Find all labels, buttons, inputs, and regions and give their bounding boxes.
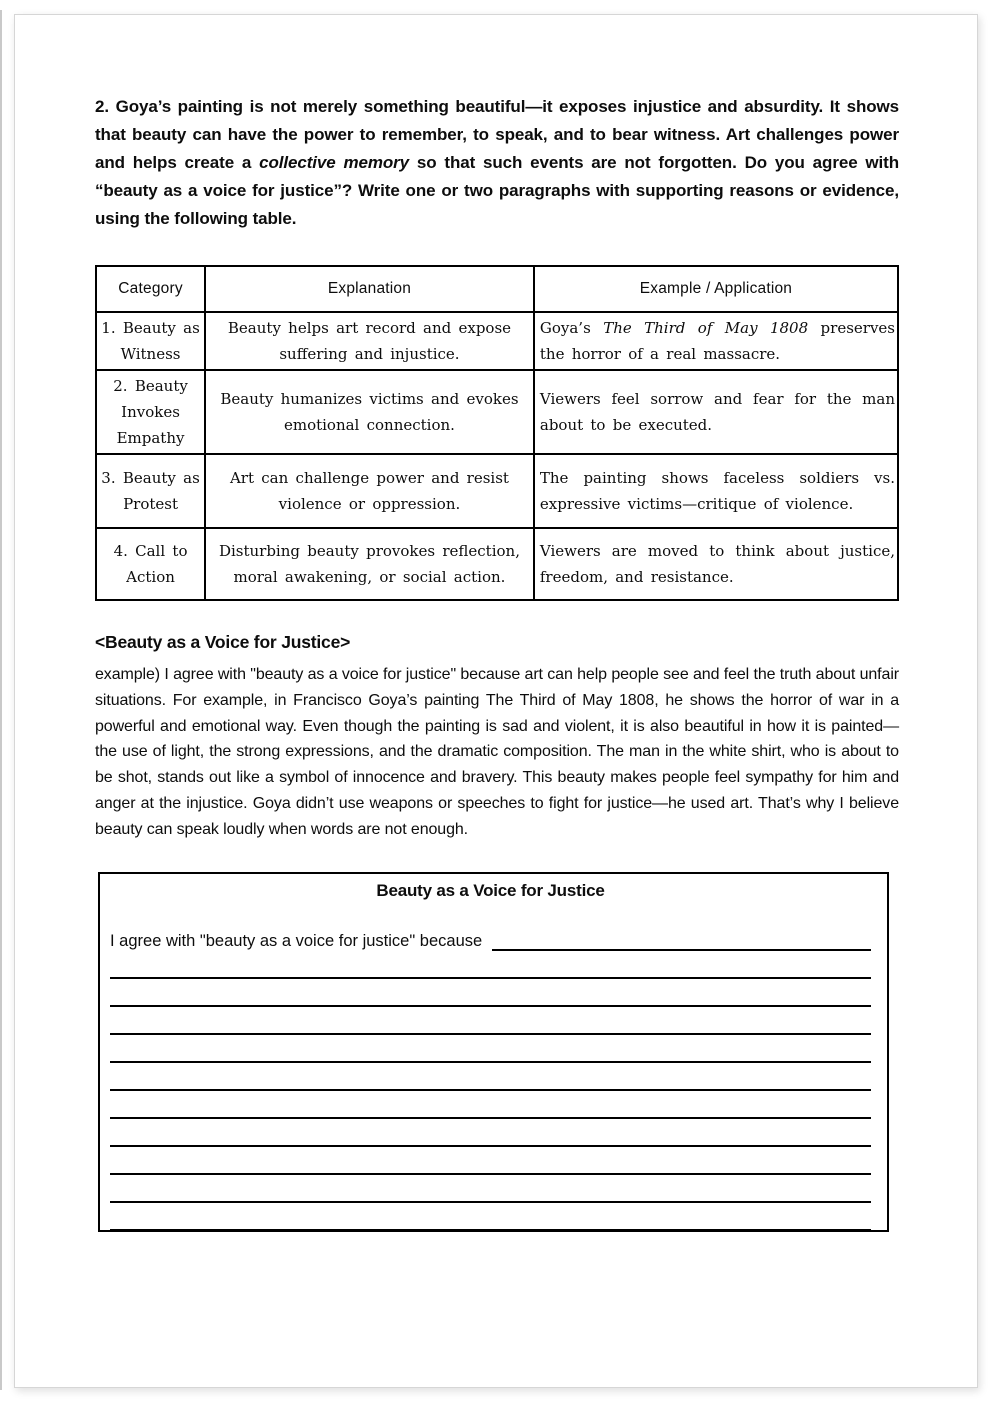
ruled-lines-area [110, 951, 871, 1231]
screen-edge-divider [0, 10, 2, 1390]
intro-paragraph [95, 93, 899, 233]
ruled-line [110, 1091, 871, 1119]
ruled-line [110, 1007, 871, 1035]
explanation-cell: Beauty helps art record and expose suffering and injustice. [205, 312, 534, 370]
table-header-example-application: Example / Application [534, 266, 898, 312]
table-header-explanation: Explanation [205, 266, 534, 312]
table-row [96, 528, 898, 600]
example-paragraph: example) I agree with "beauty as a voice for justice" because art can help people see and feel the truth about unfair situations. For example, in Francisco Goya’s painting The Third of May 1808, he shows the horror of war in a powerful and emotional way. Even though the painting is sad and violent, it is also beautiful in how it is painted—the use of light, the strong expressions, and the dramatic composition. The man in the white shirt, who is about to be shot, stands out like a symbol of innocence and bravery. This beauty makes people feel sympathy for him and anger at the injustice. Goya didn’t use weapons or speeches to fight for justice—he used art. That’s why I believe beauty can speak loudly when words are not enough. [95, 666, 899, 838]
example-cell [534, 312, 898, 370]
worksheet-page [14, 14, 978, 1388]
writing-box-title: Beauty as a Voice for Justice [376, 880, 605, 900]
example-cell [534, 528, 898, 600]
italic-text-run: collective memory [259, 153, 410, 172]
writing-prompt-row [110, 924, 871, 951]
ruled-line [110, 1035, 871, 1063]
ruled-line [110, 951, 871, 979]
text-run: The painting shows faceless soldiers vs. expressive victims—critique of violence. [539, 469, 895, 513]
explanation-cell: Disturbing beauty provokes reflection, moral awakening, or social action. [205, 528, 534, 600]
table-row [96, 312, 898, 370]
answer-blank-line [492, 927, 871, 951]
table-header-category: Category [96, 266, 205, 312]
explanation-cell: Beauty humanizes victims and evokes emotional connection. [205, 370, 534, 454]
category-cell: 1. Beauty as Witness [96, 312, 205, 370]
explanation-cell: Art can challenge power and resist violence or oppression. [205, 454, 534, 528]
worksheet-table [95, 265, 899, 601]
ruled-line [110, 1203, 871, 1231]
text-run: preserves the horror of a real massacre. [539, 319, 895, 363]
ruled-line [110, 979, 871, 1007]
table-body [96, 312, 898, 600]
table-row [96, 454, 898, 528]
table-row [96, 370, 898, 454]
example-cell [534, 454, 898, 528]
writing-box [98, 872, 889, 1232]
writing-prompt: I agree with "beauty as a voice for justice" because [110, 931, 483, 950]
text-run: so that such events are not forgotten. Do you agree with “beauty as a voice for justice”? Write one or two paragraphs with supporting reasons or evidence, using the following table. [95, 153, 900, 228]
italic-text-run: The Third of May 1808 [603, 319, 809, 337]
example-cell [534, 370, 898, 454]
section-heading: <Beauty as a Voice for Justice> [95, 632, 351, 652]
ruled-line [110, 1119, 871, 1147]
text-run: 2. Goya’s painting is not merely something beautiful—it exposes injustice and absurdity. It shows that beauty can have the power to remember, to speak, and to bear witness. Art challenges power and helps create a [95, 97, 899, 172]
category-cell: 4. Call to Action [96, 528, 205, 600]
category-cell: 3. Beauty as Protest [96, 454, 205, 528]
ruled-line [110, 1147, 871, 1175]
text-run: Goya’s [539, 319, 604, 337]
text-run: Viewers feel sorrow and fear for the man about to be executed. [539, 390, 895, 434]
table-header-row [96, 266, 898, 312]
ruled-line [110, 1175, 871, 1203]
category-cell: 2. Beauty Invokes Empathy [96, 370, 205, 454]
ruled-line [110, 1063, 871, 1091]
text-run: Viewers are moved to think about justice, freedom, and resistance. [539, 542, 895, 586]
